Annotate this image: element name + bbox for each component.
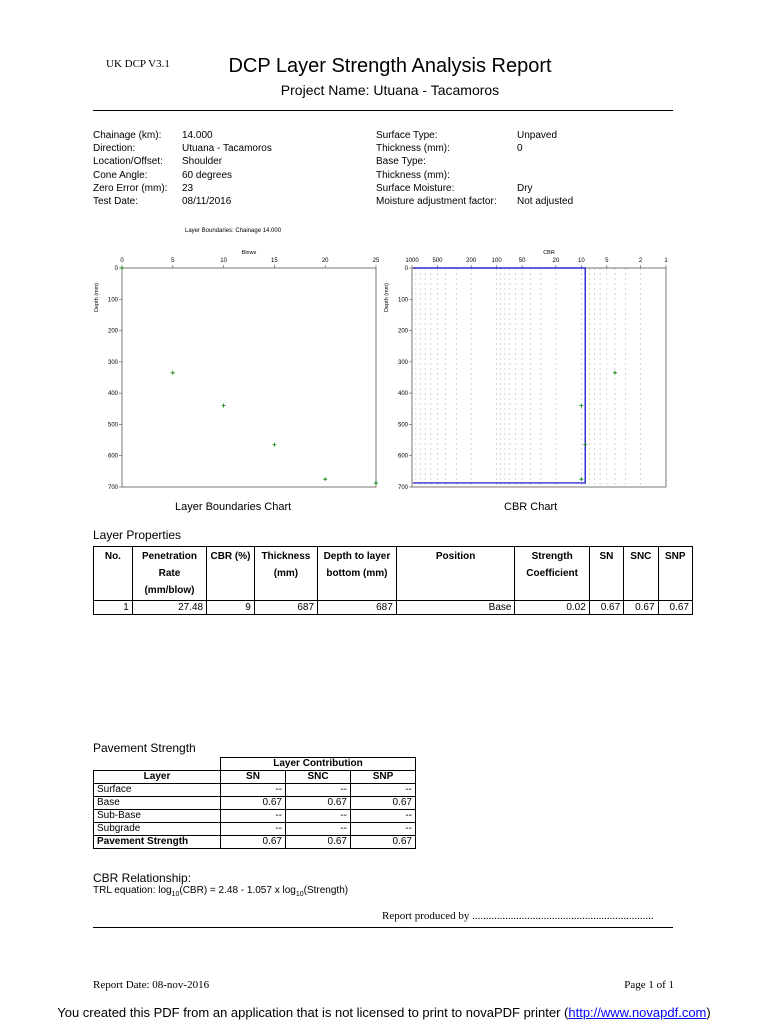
meta-value: Dry	[517, 182, 533, 194]
table-cell: 9	[207, 601, 255, 615]
column-header: SN	[221, 771, 286, 784]
meta-label: Moisture adjustment factor:	[376, 196, 497, 208]
version-label: UK DCP V3.1	[106, 58, 170, 70]
notice-text: )	[706, 1005, 711, 1020]
layer-properties-heading: Layer Properties	[93, 528, 182, 542]
x-tick-label: 15	[271, 258, 278, 264]
footer-divider	[93, 927, 673, 928]
meta-value: 23	[182, 182, 194, 194]
x-tick-label: 20	[321, 258, 329, 264]
column-header: Penetration Rate (mm/blow)	[132, 547, 206, 601]
table-cell: --	[221, 823, 286, 836]
x-tick-label: 2	[638, 258, 643, 264]
meta-label: Direction:	[93, 143, 136, 155]
table-cell: Surface	[94, 784, 221, 797]
y-tick-label: 0	[404, 266, 408, 272]
data-point	[171, 371, 175, 375]
table-cell: 0.67	[221, 836, 286, 849]
table-cell: 0.67	[351, 836, 416, 849]
report-date: Report Date: 08-nov-2016	[93, 979, 210, 991]
data-point	[222, 404, 226, 408]
cbr-chart-title: CBR Chart	[504, 501, 558, 513]
meta-value: 60 degrees	[182, 169, 233, 181]
table-cell: Sub-Base	[94, 810, 221, 823]
y-tick-label: 600	[397, 453, 408, 460]
y-tick-label: 500	[107, 422, 118, 429]
table-cell: --	[351, 784, 416, 797]
table-cell: 687	[318, 601, 397, 615]
equation-text: TRL equation: log	[93, 885, 172, 896]
table-cell: --	[221, 810, 286, 823]
table-cell: 0.67	[221, 797, 286, 810]
charts-caption: Layer Boundaries: Chainage 14.000	[185, 228, 282, 234]
y-tick-label: 700	[107, 485, 118, 491]
meta-label: Zero Error (mm):	[93, 182, 168, 194]
x-tick-label: 1	[664, 258, 668, 264]
table-group-header-row	[94, 758, 416, 771]
table-cell: 27.48	[132, 601, 206, 615]
table-cell: --	[351, 823, 416, 836]
meta-value: 08/11/2016	[182, 196, 232, 208]
y-tick-label: 400	[107, 391, 118, 398]
meta-label: Base Type:	[376, 156, 426, 168]
meta-value: Unpaved	[517, 130, 558, 141]
table-cell: 0.67	[286, 797, 351, 810]
meta-value: Utuana - Tacamoros	[182, 143, 272, 155]
table-row	[94, 784, 416, 797]
data-point	[613, 371, 617, 375]
meta-label: Cone Angle:	[93, 169, 148, 181]
y-axis-label: Depth (mm)	[94, 282, 100, 313]
y-tick-label: 500	[397, 422, 408, 429]
y-tick-label: 100	[397, 297, 408, 304]
column-header: SN	[589, 547, 623, 601]
data-point	[583, 443, 587, 447]
table-total-row	[94, 836, 416, 849]
x-tick-label: 1000	[405, 258, 419, 264]
page-number: Page 1 of 1	[624, 979, 674, 991]
meta-label: Chainage (km):	[93, 130, 162, 141]
column-header: Depth to layer bottom (mm)	[318, 547, 397, 601]
table-row	[94, 601, 693, 615]
data-point	[120, 266, 124, 270]
trl-equation	[93, 885, 348, 898]
cbr-relationship-heading: CBR Relationship:	[93, 871, 192, 885]
layer-properties-table	[93, 546, 693, 615]
meta-value: 14.000	[182, 130, 213, 141]
table-header-row	[94, 771, 416, 784]
y-tick-label: 700	[397, 485, 408, 491]
y-axis-label: Depth (mm)	[384, 282, 390, 313]
table-cell: --	[286, 784, 351, 797]
x-tick-label: 20	[552, 258, 560, 264]
meta-value: 0	[517, 143, 523, 155]
x-tick-label: 10	[577, 258, 585, 264]
column-header: Strength Coefficient	[515, 547, 589, 601]
column-header: SNC	[286, 771, 351, 784]
x-tick-label: 200	[466, 258, 477, 264]
x-tick-label: 5	[605, 258, 609, 264]
produced-by-line: Report produced by ..................................................................	[382, 910, 654, 922]
y-tick-label: 600	[107, 453, 118, 460]
notice-text: You created this PDF from an application that is not licensed to print to novaPDF printer (	[57, 1005, 569, 1020]
equation-text: (Strength)	[303, 885, 349, 896]
meta-label: Test Date:	[93, 196, 139, 208]
table-row	[94, 797, 416, 810]
meta-value: Shoulder	[182, 156, 223, 168]
column-header: SNC	[624, 547, 658, 601]
data-point	[579, 477, 583, 481]
y-tick-label: 300	[397, 359, 408, 366]
table-cell: Pavement Strength	[94, 836, 221, 849]
plot-area	[122, 268, 376, 487]
table-row	[94, 823, 416, 836]
y-tick-label: 100	[107, 297, 118, 304]
y-tick-label: 0	[114, 266, 118, 272]
equation-subscript: 10	[295, 891, 304, 898]
data-point	[579, 404, 583, 408]
x-axis-label: CBR	[543, 250, 555, 256]
table-cell: --	[351, 810, 416, 823]
layer-boundaries-chart	[88, 240, 388, 495]
meta-label: Surface Moisture:	[376, 182, 455, 194]
table-cell: 0.67	[658, 601, 692, 615]
pavement-strength-heading: Pavement Strength	[93, 741, 196, 755]
x-tick-label: 5	[171, 258, 175, 264]
table-header-row	[94, 547, 693, 601]
y-tick-label: 300	[107, 359, 118, 366]
meta-label: Thickness (mm):	[376, 143, 450, 155]
meta-left-labels	[93, 129, 167, 208]
meta-label: Surface Type:	[376, 130, 438, 141]
project-name: Project Name: Utuana - Tacamoros	[280, 82, 500, 98]
group-header: Layer Contribution	[221, 758, 416, 771]
table-cell: Subgrade	[94, 823, 221, 836]
meta-value	[517, 155, 573, 168]
data-point	[323, 477, 327, 481]
table-row	[94, 810, 416, 823]
y-tick-label: 400	[397, 391, 408, 398]
meta-label: Location/Offset:	[93, 156, 163, 168]
x-tick-label: 100	[491, 258, 502, 264]
column-header: SNP	[351, 771, 416, 784]
data-point	[272, 443, 276, 447]
table-cell: 1	[94, 601, 133, 615]
column-header: SNP	[658, 547, 692, 601]
plot-area	[412, 268, 666, 487]
equation-subscript: 10	[171, 891, 180, 898]
equation-text: (CBR) = 2.48 - 1.057 x log	[179, 885, 296, 896]
column-header: CBR (%)	[207, 547, 255, 601]
x-tick-label: 500	[432, 258, 443, 264]
table-cell: 0.67	[286, 836, 351, 849]
meta-label: Thickness (mm):	[376, 169, 450, 181]
table-cell: 0.67	[351, 797, 416, 810]
license-notice	[0, 1005, 768, 1020]
table-cell: 0.67	[624, 601, 658, 615]
column-header: Thickness (mm)	[254, 547, 317, 601]
table-cell: --	[286, 810, 351, 823]
table-cell: 687	[254, 601, 317, 615]
cbr-chart	[378, 240, 678, 495]
layer-boundaries-chart-title: Layer Boundaries Chart	[175, 501, 292, 513]
meta-right-values	[517, 129, 573, 208]
table-cell: --	[221, 784, 286, 797]
x-tick-label: 50	[518, 258, 526, 264]
column-header: Position	[396, 547, 515, 601]
table-cell: --	[286, 823, 351, 836]
column-header: No.	[94, 547, 133, 601]
y-tick-label: 200	[107, 328, 118, 335]
report-title: DCP Layer Strength Analysis Report	[228, 55, 552, 77]
x-axis-label: Blows	[241, 250, 257, 256]
table-cell: 0.67	[589, 601, 623, 615]
x-tick-label: 10	[220, 258, 227, 264]
meta-value: Not adjusted	[517, 195, 574, 207]
meta-value	[517, 169, 573, 182]
table-cell: Base	[94, 797, 221, 810]
y-tick-label: 200	[397, 328, 408, 335]
table-cell: Base	[396, 601, 515, 615]
novapdf-link[interactable]: http://www.novapdf.com	[568, 1005, 707, 1020]
layer-cbr-line	[413, 268, 585, 483]
meta-left-values	[182, 129, 272, 208]
x-tick-label: 0	[120, 258, 124, 264]
meta-right-labels	[376, 129, 497, 208]
pavement-strength-table	[93, 757, 416, 849]
column-header: Layer	[94, 771, 221, 784]
x-tick-label: 25	[372, 258, 380, 264]
table-cell: 0.02	[515, 601, 589, 615]
header-divider	[93, 110, 673, 111]
